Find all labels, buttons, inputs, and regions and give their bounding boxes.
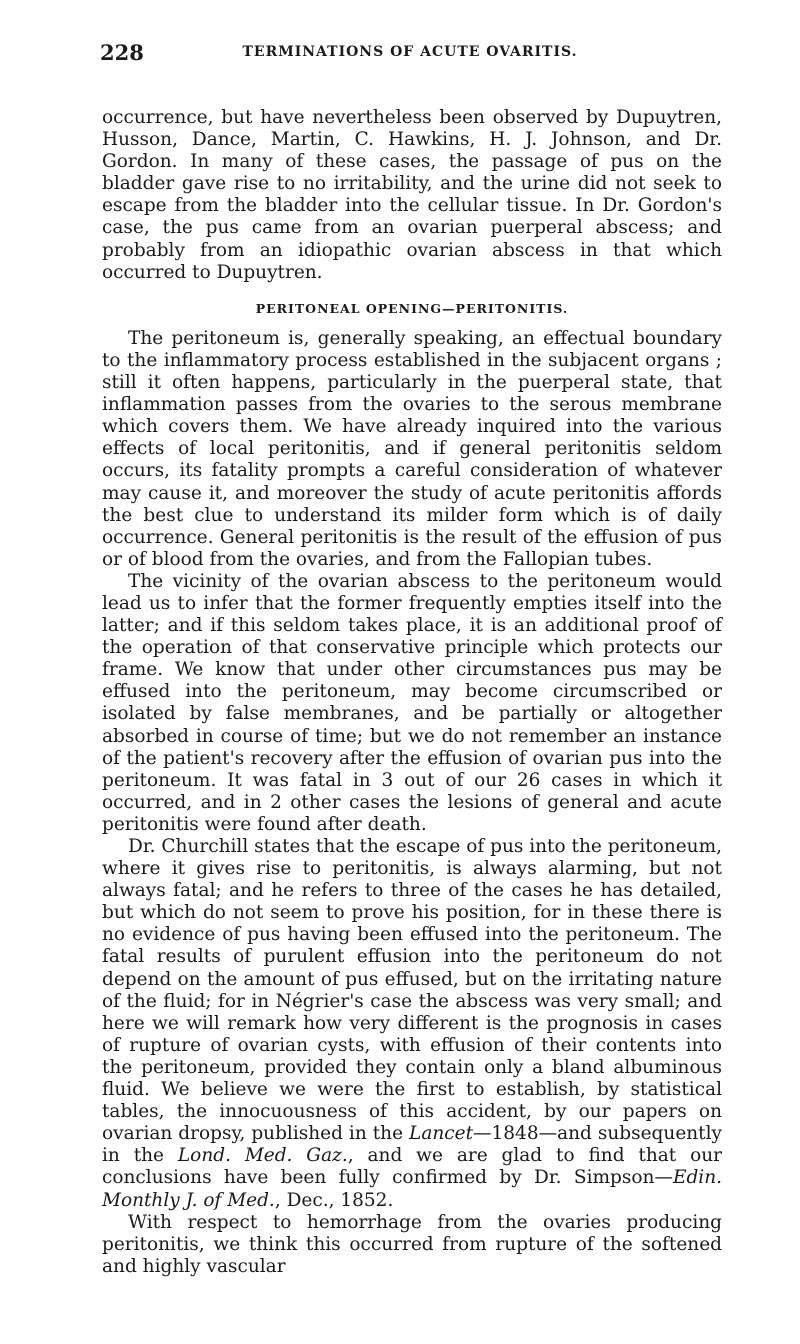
paragraph: With respect to hemorrhage from the ovaries producing peritonitis, we think this occurred from rupture of the softened and highly vascular: [102, 1211, 722, 1277]
text-run: Dr. Churchill states that the escape of pus into the peritoneum, where it gives rise to peritonitis, is always alarming, but not always fatal; and he refers to three of the cases he has detailed, but which do not seem to prove his position, for in these there is no evidence of pus having been effused into the peritoneum. The fatal results of purulent effusion into the peritoneum do not depend on the amount of pus effused, but on the irritating nature of the fluid; for in Négrier's case the abscess was very small; and here we will remark how very different is the prognosis in cases of rupture of ovarian cysts, with effusion of their contents into the peritoneum, provided they contain only a bland albuminous fluid. We believe we were the first to establish, by statistical tables, the innocuousness of this accident, by our papers on ovarian dropsy, published in the: [102, 836, 723, 1145]
text-run: —1848—and subsequently in the: [102, 1123, 722, 1167]
paragraph: [102, 836, 722, 1212]
page-header: [100, 40, 720, 70]
journal-title: Edin. Monthly J. of Med.: [102, 1167, 722, 1211]
paragraph: The vicinity of the ovarian abscess to the peritoneum would lead us to infer that the former frequently empties itself into the latter; and if this seldom takes place, it is an additional proof of the operation of that conservative principle which protects our frame. We know that under other circumstances pus may be effused into the peritoneum, may become circumscribed or isolated by false membranes, and be partially or altogether absorbed in course of time; but we do not remember an instance of the patient's recovery after the effusion of ovarian pus into the peritoneum. It was fatal in 3 out of our 26 cases in which it occurred, and in 2 other cases the lesions of general and acute peritonitis were found after death.: [102, 570, 722, 835]
journal-title: Lancet: [409, 1123, 474, 1145]
journal-title: Lond. Med. Gaz.: [177, 1145, 348, 1167]
section-heading: PERITONEAL OPENING—PERITONITIS.: [255, 300, 569, 316]
paragraph-continuation: occurrence, but have nevertheless been observed by Dupuytren, Husson, Dance, Martin, C. Hawkins, H. J. Johnson, and Dr. Gordon. In many of these cases, the passage of pus on the bladder gave rise to no irritability, and the urine did not seek to escape from the bladder into the cellular tissue. In Dr. Gordon's case, the pus came from an ovarian puerperal abscess; and probably from an idiopathic ovarian abscess in that which occurred to Dupuytren.: [102, 107, 722, 283]
text-run: , Dec., 1852.: [274, 1189, 394, 1211]
paragraph: The peritoneum is, generally speaking, an effectual boundary to the inflammatory process established in the subjacent organs ; still it often happens, particularly in the puerperal state, that inflammation passes from the ovaries to the serous membrane which covers them. We have already inquired into the various effects of local peritonitis, and if general peritonitis seldom occurs, its fatality prompts a careful consideration of whatever may cause it, and moreover the study of acute peritonitis affords the best clue to understand its milder form which is of daily occurrence. General peritonitis is the result of the effusion of pus or of blood from the ovaries, and from the Fallopian tubes.: [102, 327, 722, 570]
page-number: 228: [100, 40, 144, 65]
body-text: [102, 107, 722, 1278]
text-run: , and we are glad to find that our conclusions have been fully confirmed by Dr. Simpson—: [102, 1145, 723, 1189]
running-head: TERMINATIONS OF ACUTE OVARITIS.: [242, 44, 578, 60]
